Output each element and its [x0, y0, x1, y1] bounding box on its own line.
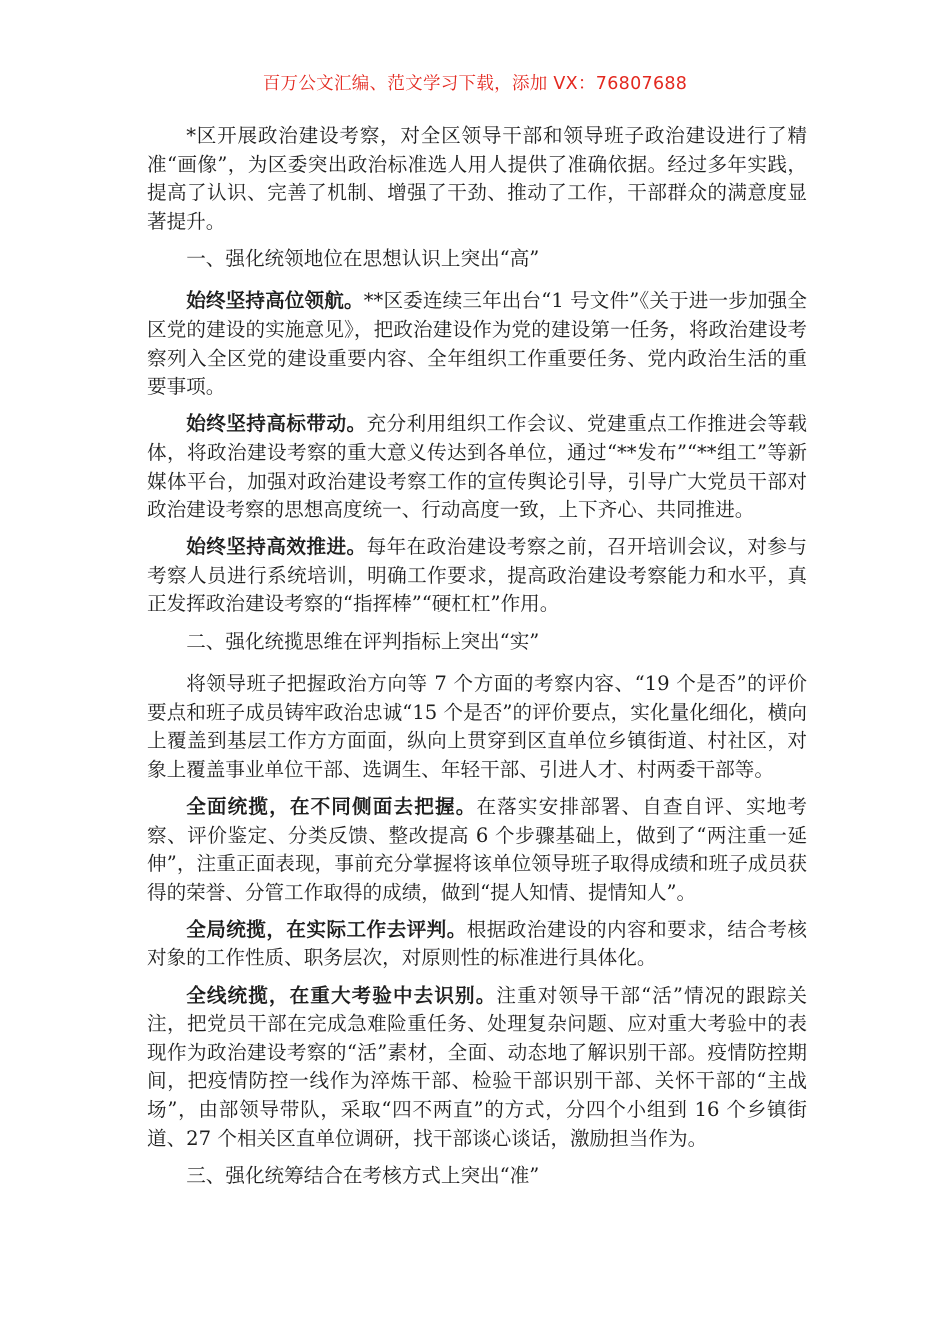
- section-3-heading: 三、强化统筹结合在考核方式上突出“准”: [186, 1163, 540, 1187]
- paragraph-lead: 始终坚持高位领航。: [186, 289, 364, 313]
- section-2-paragraph-3: [147, 982, 807, 1154]
- paragraph-lead: 始终坚持高标带动。: [186, 412, 367, 436]
- paragraph-body: 每年在政治建设考察之前，召开培训会议，对参与考察人员进行系统培训，明确工作要求，提高政治建设考察能力和水平，真正发挥政治建设考察的“指挥棒”“硬杠杠”作用。: [147, 535, 808, 616]
- paragraph-lead: 全局统揽，在实际工作去评判。: [186, 917, 467, 941]
- section-1-paragraph-2: [147, 410, 807, 524]
- section-1-paragraph-3: [147, 533, 807, 619]
- paragraph-body: 在落实安排部署、自查自评、实地考察、评价鉴定、分类反馈、整改提高 6 个步骤基础上，做到了“两注重一延伸”，注重正面表现，事前充分掌握将该单位领导班子取得成绩和班子成员获得的荣誉、分管工作取得的成绩，做到“提人知情、提情知人”。: [147, 794, 808, 904]
- paragraph-body: 充分利用组织工作会议、党建重点工作推进会等载体，将政治建设考察的重大意义传达到各单位，通过“**发布”“**组工”等新媒体平台，加强对政治建设考察工作的宣传舆论引导，引导广大党员干部对政治建设考察的思想高度统一、行动高度一致，上下齐心、共同推进。: [147, 412, 808, 522]
- intro-paragraph: *区开展政治建设考察，对全区领导干部和领导班子政治建设进行了精准“画像”，为区委突出政治标准选人用人提供了准确依据。经过多年实践，提高了认识、完善了机制、增强了干劲、推动了工作，干部群众的满意度显著提升。: [147, 124, 807, 233]
- paragraph-lead: 始终坚持高效推进。: [186, 535, 367, 559]
- paragraph-body: 注重对领导干部“活”情况的跟踪关注，把党员干部在完成急难险重任务、处理复杂问题、应对重大考验中的表现作为政治建设考察的“活”素材，全面、动态地了解识别干部。疫情防控期间，把疫情防控一线作为淬炼干部、检验干部识别干部、关怀干部的“主战场”，由部领导带队，采取“四不两直”的方式，分四个小组到 16 个乡镇街道、27 个相关区直单位调研，找干部谈心谈话，激励担当作为。: [147, 983, 807, 1150]
- section-2-paragraph-1: [147, 793, 807, 907]
- section-1-paragraph-1: [147, 287, 807, 401]
- paragraph-lead: 全线统揽，在重大考验中去识别。: [186, 983, 497, 1007]
- section-2-paragraph-0: 将领导班子把握政治方向等 7 个方面的考察内容、“19 个是否”的评价要点和班子成员铸牢政治忠诚“15 个是否”的评价要点，实化量化细化，横向上覆盖到基层工作方方面面，纵向上贯穿到区直单位乡镇街道、村社区，对象上覆盖事业单位干部、选调生、年轻干部、引进人才、村两委干部等。: [147, 672, 807, 781]
- promo-banner: 百万公文汇编、范文学习下载，添加 VX：76807688: [262, 74, 688, 94]
- document-body: [147, 122, 807, 1204]
- paragraph-body: 根据政治建设的内容和要求，结合考核对象的工作性质、职务层次，对原则性的标准进行具体化。: [147, 917, 808, 970]
- paragraph-body: **区委连续三年出台“1 号文件”《关于进一步加强全区党的建设的实施意见》，把政治建设作为党的建设第一任务，将政治建设考察列入全区党的建设重要内容、全年组织工作重要任务、党内政治生活的重要事项。: [147, 289, 807, 399]
- section-2-paragraph-2: [147, 916, 807, 973]
- paragraph-lead: 全面统揽，在不同侧面去把握。: [186, 794, 477, 818]
- section-1-heading: 一、强化统领地位在思想认识上突出“高”: [186, 246, 540, 270]
- section-2-heading: 二、强化统揽思维在评判指标上突出“实”: [186, 629, 540, 653]
